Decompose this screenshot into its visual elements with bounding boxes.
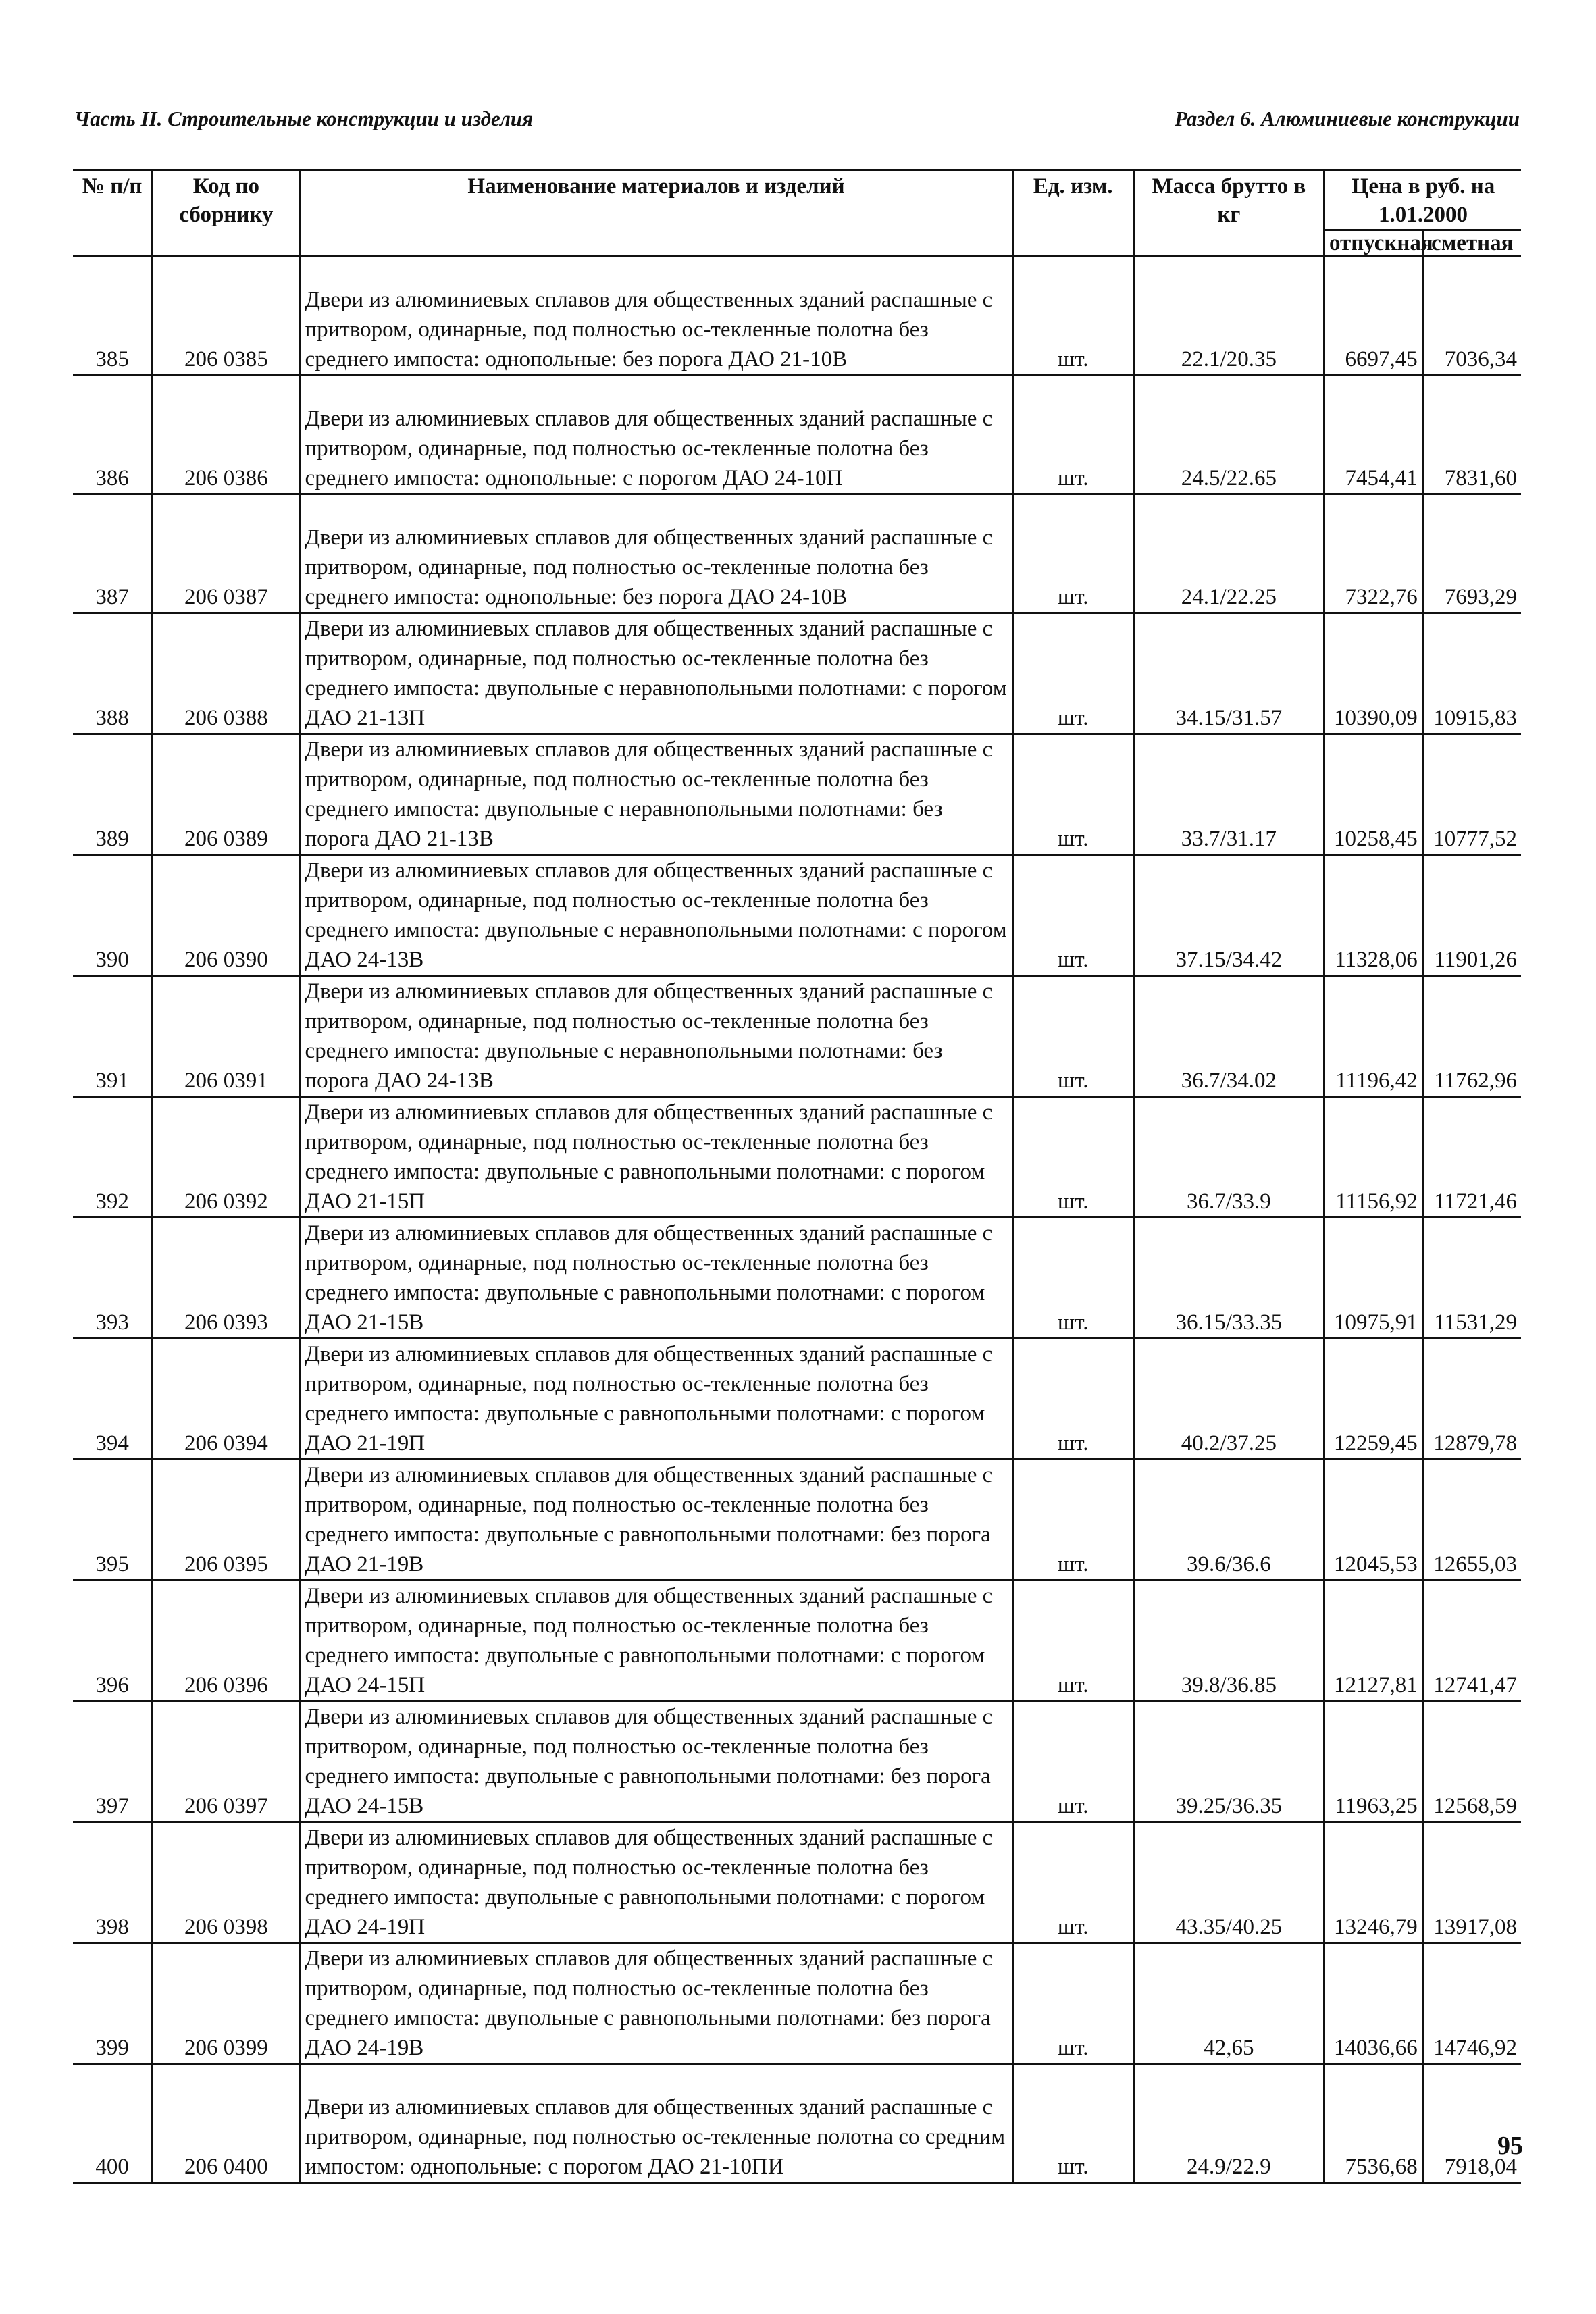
row-unit: шт. xyxy=(1012,1218,1133,1339)
row-mass: 36.7/34.02 xyxy=(1133,976,1324,1097)
row-name: Двери из алюминиевых сплавов для общественных зданий распашные с притвором, одинарные, под полностью ос-текленные полотна без среднего импоста: двупольные с равнопольными полотнами: с порогом ДАО 21-19П xyxy=(300,1339,1012,1460)
row-name: Двери из алюминиевых сплавов для общественных зданий распашные с притвором, одинарные, под полностью ос-текленные полотна без среднего импоста: двупольные с равнопольными полотнами: с порогом ДАО 21-15В xyxy=(300,1218,1012,1339)
table-row xyxy=(73,257,1521,376)
part-title: Часть II. Строительные конструкции и изделия xyxy=(74,107,534,130)
row-price-release: 11963,25 xyxy=(1324,1701,1422,1822)
row-price-estimate: 11721,46 xyxy=(1422,1097,1521,1218)
row-name: Двери из алюминиевых сплавов для общественных зданий распашные с притвором, одинарные, под полностью ос-текленные полотна без среднего импоста: двупольные с равнопольными полотнами: без порога ДАО 21-19В xyxy=(300,1460,1012,1580)
row-mass: 40.2/37.25 xyxy=(1133,1339,1324,1460)
row-mass: 36.7/33.9 xyxy=(1133,1097,1324,1218)
table-row xyxy=(73,1218,1521,1339)
row-price-release: 10975,91 xyxy=(1324,1218,1422,1339)
table-row xyxy=(73,2064,1521,2183)
row-price-release: 11156,92 xyxy=(1324,1097,1422,1218)
table-row xyxy=(73,1339,1521,1460)
row-name: Двери из алюминиевых сплавов для общественных зданий распашные с притвором, одинарные, под полностью ос-текленные полотна без среднего импоста: двупольные с равнопольными полотнами: с порогом ДАО 24-19П xyxy=(300,1822,1012,1943)
row-price-estimate: 11531,29 xyxy=(1422,1218,1521,1339)
row-code: 206 0386 xyxy=(153,376,300,494)
row-name: Двери из алюминиевых сплавов для общественных зданий распашные с притвором, одинарные, под полностью ос-текленные полотна без среднего импоста: двупольные с равнопольными полотнами: без порога ДАО 24-15В xyxy=(300,1701,1012,1822)
row-code: 206 0395 xyxy=(153,1460,300,1580)
row-name: Двери из алюминиевых сплавов для общественных зданий распашные с притвором, одинарные, под полностью ос-текленные полотна без среднего импоста: двупольные с равнопольными полотнами: с порогом ДАО 24-15П xyxy=(300,1580,1012,1701)
row-price-release: 11196,42 xyxy=(1324,976,1422,1097)
row-number: 397 xyxy=(95,1794,129,1818)
row-unit: шт. xyxy=(1012,855,1133,976)
row-number: 386 xyxy=(95,466,129,490)
row-name: Двери из алюминиевых сплавов для общественных зданий распашные с притвором, одинарные, под полностью ос-текленные полотна со средним импостом: однопольные: с порогом ДАО 21-10ПИ xyxy=(300,2064,1012,2183)
price-table xyxy=(73,169,1521,2184)
col-num-header: № п/п xyxy=(82,174,143,199)
row-number: 388 xyxy=(95,706,129,730)
row-number: 391 xyxy=(95,1069,129,1093)
row-number: 385 xyxy=(95,347,129,371)
row-number: 389 xyxy=(95,827,129,851)
row-price-estimate: 7036,34 xyxy=(1422,257,1521,376)
row-code: 206 0389 xyxy=(153,734,300,855)
row-mass: 24.9/22.9 xyxy=(1133,2064,1324,2183)
row-unit: шт. xyxy=(1012,494,1133,613)
row-unit: шт. xyxy=(1012,1822,1133,1943)
row-code: 206 0396 xyxy=(153,1580,300,1701)
row-price-release: 12259,45 xyxy=(1324,1339,1422,1460)
row-name: Двери из алюминиевых сплавов для общественных зданий распашные с притвором, одинарные, под полностью ос-текленные полотна без среднего импоста: двупольные с неравнопольными полотнами: с порогом ДАО 21-13П xyxy=(300,613,1012,734)
row-name: Двери из алюминиевых сплавов для общественных зданий распашные с притвором, одинарные, под полностью ос-текленные полотна без среднего импоста: двупольные с равнопольными полотнами: без порога ДАО 24-19В xyxy=(300,1943,1012,2064)
col-mass-header: Масса брутто в кг xyxy=(1133,170,1324,257)
row-number: 399 xyxy=(95,2036,129,2060)
row-mass: 33.7/31.17 xyxy=(1133,734,1324,855)
table-row xyxy=(73,855,1521,976)
row-mass: 39.8/36.85 xyxy=(1133,1580,1324,1701)
row-code: 206 0390 xyxy=(153,855,300,976)
row-code: 206 0391 xyxy=(153,976,300,1097)
row-unit: шт. xyxy=(1012,1097,1133,1218)
table-row xyxy=(73,613,1521,734)
row-price-estimate: 10777,52 xyxy=(1422,734,1521,855)
row-price-estimate: 11762,96 xyxy=(1422,976,1521,1097)
row-price-estimate: 12741,47 xyxy=(1422,1580,1521,1701)
row-unit: шт. xyxy=(1012,1943,1133,2064)
row-number: 387 xyxy=(95,585,129,609)
row-number: 392 xyxy=(95,1189,129,1214)
table-row xyxy=(73,494,1521,613)
row-price-estimate: 7918,04 xyxy=(1422,2064,1521,2183)
row-price-estimate: 10915,83 xyxy=(1422,613,1521,734)
row-price-estimate: 12879,78 xyxy=(1422,1339,1521,1460)
row-code: 206 0388 xyxy=(153,613,300,734)
row-number: 393 xyxy=(95,1310,129,1335)
row-mass: 37.15/34.42 xyxy=(1133,855,1324,976)
row-code: 206 0387 xyxy=(153,494,300,613)
row-price-release: 11328,06 xyxy=(1324,855,1422,976)
row-mass: 22.1/20.35 xyxy=(1133,257,1324,376)
row-code: 206 0400 xyxy=(153,2064,300,2183)
col-price-group-header: Цена в руб. на 1.01.2000 xyxy=(1324,170,1521,230)
row-code: 206 0394 xyxy=(153,1339,300,1460)
row-number: 394 xyxy=(95,1431,129,1456)
row-name: Двери из алюминиевых сплавов для общественных зданий распашные с притвором, одинарные, под полностью ос-текленные полотна без среднего импоста: однопольные: без порога ДАО 21-10В xyxy=(300,257,1012,376)
table-row xyxy=(73,376,1521,494)
table-row xyxy=(73,1580,1521,1701)
row-unit: шт. xyxy=(1012,734,1133,855)
row-code: 206 0398 xyxy=(153,1822,300,1943)
row-number: 395 xyxy=(95,1552,129,1576)
row-price-release: 10258,45 xyxy=(1324,734,1422,855)
row-unit: шт. xyxy=(1012,376,1133,494)
table-row xyxy=(73,1460,1521,1580)
row-unit: шт. xyxy=(1012,257,1133,376)
row-price-release: 7454,41 xyxy=(1324,376,1422,494)
row-name: Двери из алюминиевых сплавов для общественных зданий распашные с притвором, одинарные, под полностью ос-текленные полотна без среднего импоста: двупольные с равнопольными полотнами: с порогом ДАО 21-15П xyxy=(300,1097,1012,1218)
row-name: Двери из алюминиевых сплавов для общественных зданий распашные с притвором, одинарные, под полностью ос-текленные полотна без среднего импоста: двупольные с неравнопольными полотнами: без порога ДАО 24-13В xyxy=(300,976,1012,1097)
row-number: 398 xyxy=(95,1915,129,1939)
running-head xyxy=(74,107,1520,140)
row-price-estimate: 7693,29 xyxy=(1422,494,1521,613)
page-number: 95 xyxy=(1497,2132,1523,2160)
row-unit: шт. xyxy=(1012,2064,1133,2183)
row-price-estimate: 7831,60 xyxy=(1422,376,1521,494)
table-row xyxy=(73,1701,1521,1822)
row-price-estimate: 14746,92 xyxy=(1422,1943,1521,2064)
row-price-release: 7536,68 xyxy=(1324,2064,1422,2183)
row-mass: 39.6/36.6 xyxy=(1133,1460,1324,1580)
row-number: 400 xyxy=(95,2155,129,2179)
section-title: Раздел 6. Алюминиевые конструкции xyxy=(1175,107,1520,130)
table-row xyxy=(73,1822,1521,1943)
table-row xyxy=(73,976,1521,1097)
row-unit: шт. xyxy=(1012,1701,1133,1822)
row-code: 206 0397 xyxy=(153,1701,300,1822)
row-price-release: 12045,53 xyxy=(1324,1460,1422,1580)
row-price-release: 14036,66 xyxy=(1324,1943,1422,2064)
row-price-estimate: 12655,03 xyxy=(1422,1460,1521,1580)
row-unit: шт. xyxy=(1012,1339,1133,1460)
row-mass: 39.25/36.35 xyxy=(1133,1701,1324,1822)
table-row xyxy=(73,1943,1521,2064)
col-code-header: Код по сборнику xyxy=(153,170,300,257)
row-mass: 24.5/22.65 xyxy=(1133,376,1324,494)
row-code: 206 0399 xyxy=(153,1943,300,2064)
row-mass: 43.35/40.25 xyxy=(1133,1822,1324,1943)
row-name: Двери из алюминиевых сплавов для общественных зданий распашные с притвором, одинарные, под полностью ос-текленные полотна без среднего импоста: двупольные с неравнопольными полотнами: с порогом ДАО 24-13В xyxy=(300,855,1012,976)
col-price-estimate-header: сметная xyxy=(1422,230,1521,257)
col-name-header: Наименование материалов и изделий xyxy=(300,170,1012,257)
row-unit: шт. xyxy=(1012,1580,1133,1701)
row-mass: 36.15/33.35 xyxy=(1133,1218,1324,1339)
row-unit: шт. xyxy=(1012,1460,1133,1580)
row-number: 396 xyxy=(95,1673,129,1697)
row-code: 206 0385 xyxy=(153,257,300,376)
row-price-release: 6697,45 xyxy=(1324,257,1422,376)
row-price-estimate: 11901,26 xyxy=(1422,855,1521,976)
row-mass: 24.1/22.25 xyxy=(1133,494,1324,613)
row-price-estimate: 13917,08 xyxy=(1422,1822,1521,1943)
row-price-release: 12127,81 xyxy=(1324,1580,1422,1701)
row-unit: шт. xyxy=(1012,976,1133,1097)
row-unit: шт. xyxy=(1012,613,1133,734)
row-number: 390 xyxy=(95,948,129,972)
table-row xyxy=(73,734,1521,855)
table-row xyxy=(73,1097,1521,1218)
row-code: 206 0393 xyxy=(153,1218,300,1339)
row-name: Двери из алюминиевых сплавов для общественных зданий распашные с притвором, одинарные, под полностью ос-текленные полотна без среднего импоста: однопольные: без порога ДАО 24-10В xyxy=(300,494,1012,613)
row-name: Двери из алюминиевых сплавов для общественных зданий распашные с притвором, одинарные, под полностью ос-текленные полотна без среднего импоста: двупольные с неравнопольными полотнами: без порога ДАО 21-13В xyxy=(300,734,1012,855)
table-header xyxy=(73,170,1521,257)
row-code: 206 0392 xyxy=(153,1097,300,1218)
row-price-estimate: 12568,59 xyxy=(1422,1701,1521,1822)
row-price-release: 10390,09 xyxy=(1324,613,1422,734)
row-name: Двери из алюминиевых сплавов для общественных зданий распашные с притвором, одинарные, под полностью ос-текленные полотна без среднего импоста: однопольные: с порогом ДАО 24-10П xyxy=(300,376,1012,494)
row-price-release: 7322,76 xyxy=(1324,494,1422,613)
row-price-release: 13246,79 xyxy=(1324,1822,1422,1943)
row-mass: 42,65 xyxy=(1133,1943,1324,2064)
row-mass: 34.15/31.57 xyxy=(1133,613,1324,734)
col-price-release-header: отпускная xyxy=(1324,230,1422,257)
col-unit-header: Ед. изм. xyxy=(1012,170,1133,257)
table-body xyxy=(73,257,1521,2183)
